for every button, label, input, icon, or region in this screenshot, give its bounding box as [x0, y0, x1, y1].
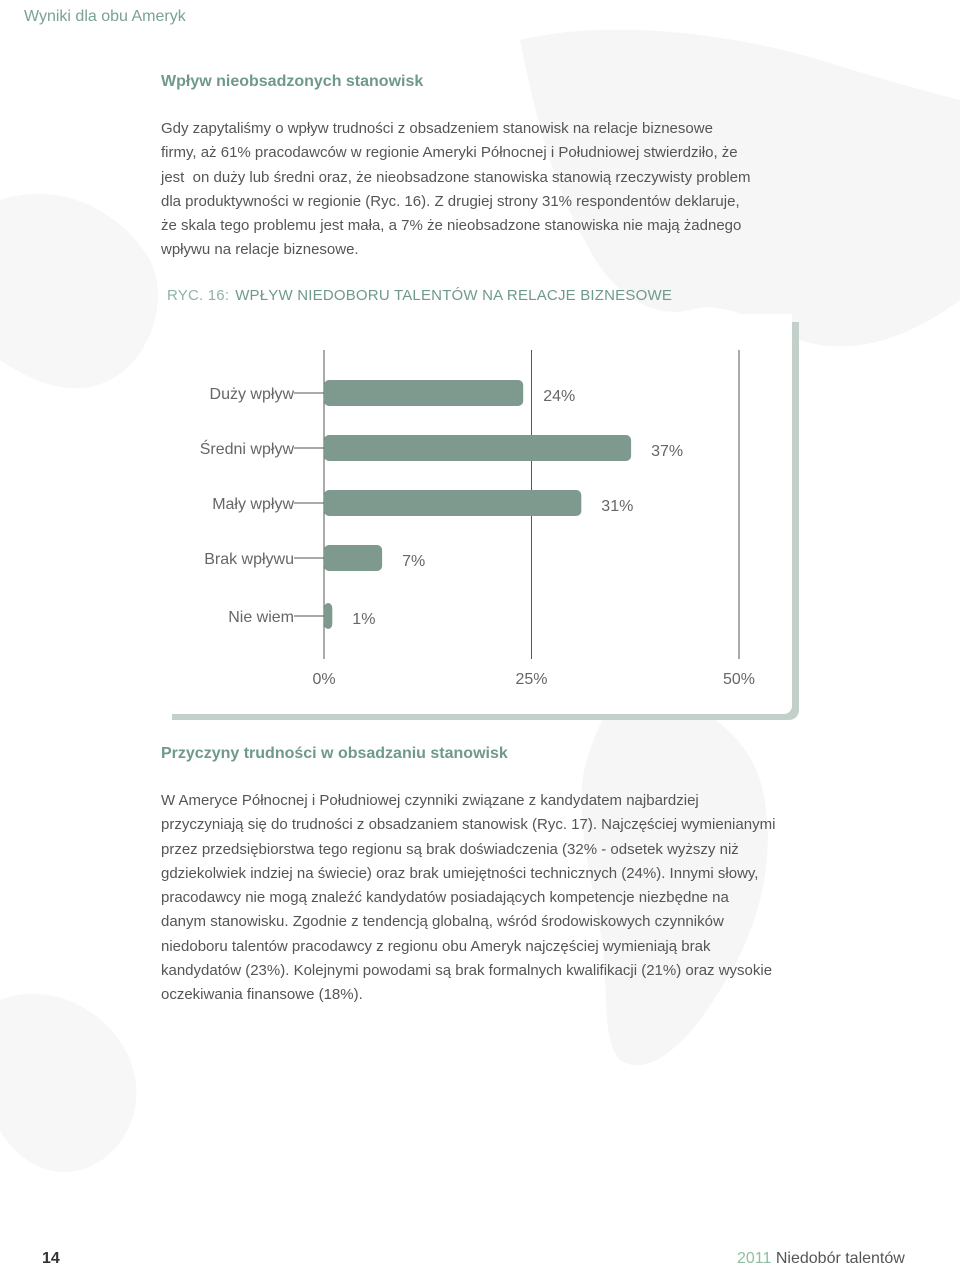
text-line: jest on duży lub średni oraz, że nieobsadzone stanowiska stanowią rzeczywisty problem	[161, 168, 751, 186]
paragraph-vacancies-impact	[161, 117, 821, 263]
text-line: gdziekolwiek indziej na świecie) oraz brak umiejętności technicznych (24%). Innymi słowy,	[161, 864, 759, 882]
text-line: wpływu na relacje biznesowe.	[161, 241, 359, 259]
section-heading-causes: Przyczyny trudności w obsadzaniu stanowisk	[161, 745, 508, 762]
bar	[324, 490, 581, 516]
category-label: Duży wpływ	[209, 386, 294, 403]
text-line: przyczyniają się do trudności z obsadzaniem stanowisk (Ryc. 17). Najczęściej wymienianymi	[161, 816, 776, 834]
value-label: 7%	[402, 553, 426, 570]
text-line: niedoboru talentów pracodawcy z regionu obu Ameryk najczęściej wymieniają brak	[161, 937, 711, 955]
x-tick-label: 50%	[722, 671, 756, 688]
bar	[324, 545, 382, 571]
text-line: dla produktywności w regionie (Ryc. 16). Z drugiej strony 31% respondentów deklaruje,	[161, 192, 740, 210]
category-label: Mały wpływ	[212, 496, 294, 513]
figure-title	[167, 287, 672, 304]
paragraph-causes	[161, 789, 821, 1008]
category-label: Brak wpływu	[204, 551, 294, 568]
publication-name: Niedobór talentów	[775, 1250, 905, 1267]
figure-title-text: WPŁYW NIEDOBORU TALENTÓW NA RELACJE BIZNESOWE	[235, 287, 673, 304]
value-label: 31%	[601, 498, 634, 515]
text-line: danym stanowisku. Zgodnie z tendencją globalną, wśród środowiskowych czynników	[161, 913, 724, 931]
text-line: Gdy zapytaliśmy o wpływ trudności z obsadzeniem stanowisk na relacje biznesowe	[161, 120, 713, 137]
page-number: 14	[42, 1250, 60, 1267]
value-label: 37%	[651, 443, 684, 460]
publication-title	[737, 1250, 905, 1268]
category-label: Nie wiem	[228, 609, 294, 626]
bar	[324, 603, 332, 629]
section-heading-vacancies: Wpływ nieobsadzonych stanowisk	[161, 73, 424, 90]
value-label: 1%	[352, 611, 376, 628]
section-header: Wyniki dla obu Ameryk	[24, 8, 186, 25]
text-line: pracodawcy nie mogą znaleźć kandydatów posiadających kompetencje niezbędne na	[161, 889, 729, 907]
text-line: oczekiwania finansowe (18%).	[161, 986, 363, 1004]
text-line: firmy, aż 61% pracodawców w regionie Ameryki Północnej i Południowej stwierdziło, że	[161, 144, 738, 162]
x-tick-label: 25%	[515, 671, 548, 688]
text-line: kandydatów (23%). Kolejnymi powodami są brak formalnych kwalifikacji (21%) oraz wysokie	[161, 962, 773, 980]
category-label: Średni wpływ	[199, 441, 294, 458]
bar-chart	[166, 314, 792, 714]
text-line: że skala tego problemu jest mała, a 7% że nieobsadzone stanowiska nie mają żadnego	[161, 217, 742, 235]
publication-year: 2011	[737, 1250, 772, 1267]
bar	[324, 380, 523, 406]
x-tick-label: 0%	[312, 671, 336, 688]
value-label: 24%	[543, 388, 576, 405]
figure-label: RYC. 16:	[167, 287, 230, 304]
bar	[324, 435, 631, 461]
text-line: przez przedsiębiorstwa tego regionu są brak doświadczenia (32% - odsetek wyższy niż	[161, 840, 739, 858]
text-line: W Ameryce Północnej i Południowej czynniki związane z kandydatem najbardziej	[161, 792, 699, 809]
